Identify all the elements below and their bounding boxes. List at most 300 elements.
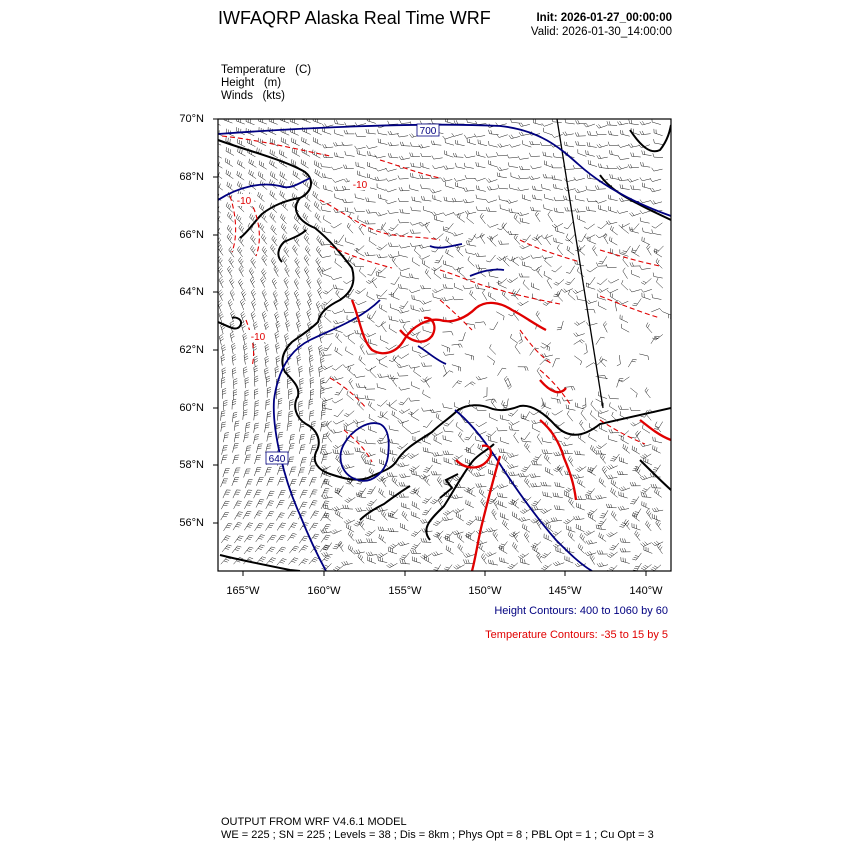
wind-barb (610, 237, 618, 245)
field-unit: (m) (263, 77, 282, 89)
wind-barb (622, 280, 629, 290)
wind-barb (331, 429, 342, 433)
wind-barb (587, 267, 598, 272)
wind-barb (596, 263, 607, 267)
wind-barb (584, 224, 595, 229)
wind-barb (542, 184, 551, 190)
wind-barb (325, 313, 332, 323)
wind-barb (226, 147, 234, 155)
wind-barb (423, 326, 432, 333)
wind-barb (608, 195, 617, 201)
wind-barb (359, 520, 365, 530)
wind-barb (408, 409, 418, 415)
wind-barb (419, 144, 430, 148)
wind-barb (412, 382, 420, 390)
wind-barb (430, 409, 441, 413)
wind-barb (343, 199, 354, 203)
wind-barb (277, 559, 287, 566)
wind-barb (265, 344, 269, 355)
wind-barb (379, 304, 387, 312)
wind-barb (319, 345, 323, 356)
lon-label: 150°W (468, 585, 502, 597)
wind-barb (375, 177, 386, 181)
wind-barb (490, 413, 498, 421)
wind-barb (497, 152, 508, 156)
wind-barb (580, 533, 586, 543)
wind-barb (366, 278, 377, 283)
wind-barb (628, 164, 639, 168)
wind-barb (455, 182, 464, 188)
wind-barb (412, 557, 421, 564)
wind-barb (508, 421, 519, 425)
wind-barb (498, 144, 509, 148)
wind-barb (244, 455, 251, 464)
wind-barb (298, 468, 305, 477)
wind-barb (251, 289, 256, 300)
wind-barb (454, 120, 464, 124)
wind-barb (266, 501, 274, 509)
wind-barb (378, 527, 388, 531)
wind-barb (219, 312, 224, 323)
wind-barb (304, 267, 309, 278)
wind-barb (317, 278, 322, 289)
wind-barb (277, 411, 282, 421)
wind-barb (568, 456, 573, 467)
wind-barb (272, 278, 277, 289)
wind-barb (378, 433, 387, 441)
wind-barb (230, 278, 235, 289)
wind-barb (375, 322, 386, 327)
wind-barb (464, 163, 474, 168)
wind-barb (433, 293, 442, 299)
wind-barb (276, 356, 280, 367)
wind-barb (348, 531, 354, 541)
wind-barb (464, 487, 475, 492)
wind-barb (289, 467, 296, 476)
wind-barb (432, 289, 443, 293)
wind-barb (285, 333, 289, 344)
wind-barb (332, 399, 343, 403)
wind-barb (273, 290, 278, 301)
wind-barb (595, 185, 606, 189)
wind-barb (392, 257, 397, 268)
wind-barb (368, 311, 377, 319)
wind-barb (641, 289, 652, 292)
wind-barb (280, 171, 287, 180)
wind-barb (419, 474, 430, 479)
wind-barb (443, 284, 453, 288)
wind-barb (562, 442, 573, 446)
wind-barb (270, 149, 278, 157)
wind-barb (381, 510, 387, 520)
wind-barb (289, 389, 293, 399)
wind-barb (264, 300, 269, 311)
wind-barb (478, 140, 487, 146)
wind-barb (388, 210, 399, 214)
wind-barb (425, 377, 430, 388)
lon-label: 160°W (307, 585, 341, 597)
wind-barb (588, 160, 597, 167)
wind-barb (573, 290, 584, 294)
wind-barb (497, 167, 508, 171)
wind-barb (585, 551, 596, 556)
wind-barb (607, 121, 617, 125)
wind-barb (280, 214, 286, 224)
wind-barb (531, 166, 542, 169)
wind-barb (399, 251, 408, 257)
wind-barb (368, 401, 375, 411)
wind-barb (464, 433, 473, 440)
wind-barb (322, 494, 333, 498)
wind-barb (420, 285, 431, 289)
wind-barb (280, 191, 287, 201)
wind-barb (398, 176, 409, 180)
wind-barb (641, 162, 651, 167)
wind-barb (552, 134, 563, 137)
wind-barb (442, 517, 453, 521)
wind-barb (222, 368, 226, 379)
wind-barb (640, 210, 651, 213)
wind-barb (531, 499, 541, 506)
wind-barb (502, 520, 508, 530)
wind-barb (512, 257, 519, 266)
wind-barb (624, 519, 630, 530)
wind-barb (243, 333, 247, 344)
wind-barb (230, 290, 235, 301)
wind-barb (288, 457, 295, 466)
wind-barb (304, 234, 310, 244)
wind-barb (599, 533, 606, 542)
wind-barb (377, 244, 388, 250)
wind-barb (457, 533, 464, 543)
wind-barb (244, 400, 248, 410)
wind-barb (580, 420, 585, 431)
wind-barb (398, 372, 409, 376)
wind-barb (553, 493, 563, 498)
wind-barb (229, 257, 234, 268)
wind-barb (421, 301, 432, 305)
wind-barb (432, 165, 443, 168)
wind-barb (457, 267, 464, 277)
wind-barb (262, 289, 267, 300)
wind-barb (508, 410, 518, 417)
wind-barb (218, 266, 223, 277)
wind-barb (359, 224, 364, 235)
wind-barb (367, 499, 377, 506)
wind-barb (390, 304, 399, 311)
wind-barb (294, 290, 299, 301)
wind-barb (521, 437, 531, 442)
wind-barb (244, 535, 253, 542)
wind-barb (254, 511, 262, 519)
wind-barb (486, 207, 496, 211)
wind-barb (299, 559, 309, 566)
wind-barb (323, 144, 334, 148)
wind-barb (503, 256, 509, 266)
wind-barb (321, 556, 331, 563)
wind-barb (289, 546, 298, 553)
wind-barb (617, 166, 628, 170)
wind-barb (432, 212, 443, 216)
wind-barb (617, 471, 628, 475)
wind-barb (288, 533, 297, 540)
wind-barb (252, 300, 257, 311)
wind-barb (543, 492, 552, 498)
wind-barb (483, 387, 487, 397)
wind-barb (424, 555, 432, 563)
wind-barb (234, 501, 242, 509)
wind-barb (245, 480, 252, 488)
wind-barb (297, 321, 302, 332)
wind-barb (501, 437, 510, 444)
wind-barb (443, 352, 454, 356)
wind-barb (578, 479, 586, 488)
wind-barb (397, 364, 408, 368)
wind-barb (652, 229, 662, 235)
wind-barb (520, 509, 531, 514)
wind-barb (544, 271, 552, 279)
wind-barb (618, 406, 629, 410)
wind-barb (233, 468, 240, 477)
wind-barb (326, 421, 332, 432)
wind-barb (321, 450, 332, 454)
wind-barb (244, 501, 252, 509)
wind-barb (486, 200, 497, 203)
wind-barb (464, 154, 475, 157)
wind-barb (355, 288, 366, 294)
wind-barb (533, 546, 541, 555)
wind-barb (285, 290, 290, 301)
wind-barb (541, 482, 551, 486)
wind-barb (530, 141, 541, 145)
wind-barb (514, 432, 519, 443)
wind-barb (255, 455, 262, 464)
wind-barb (629, 144, 640, 148)
wind-barb (423, 465, 432, 472)
wind-barb (378, 139, 387, 145)
wind-barb (599, 424, 607, 432)
wind-barb (470, 290, 477, 300)
wind-barb (431, 471, 441, 475)
wind-barb (523, 280, 529, 290)
wind-barb (259, 161, 267, 170)
wind-barb (355, 301, 366, 305)
wind-barb (276, 513, 284, 521)
wind-barb (586, 207, 596, 212)
wind-barb (611, 479, 618, 488)
wind-barb (488, 560, 498, 566)
wind-barb (270, 171, 277, 180)
wind-barb (271, 225, 277, 235)
wind-barb (518, 301, 529, 306)
wind-barb (487, 186, 498, 190)
wind-barb (555, 505, 565, 510)
wind-barb (408, 454, 419, 459)
wind-barb (234, 536, 243, 543)
wind-barb (353, 420, 364, 424)
wind-barb (411, 207, 421, 211)
wind-barb (244, 547, 253, 554)
wind-barb (365, 220, 376, 224)
wind-barb (300, 490, 308, 498)
wind-barb (399, 482, 409, 486)
wind-barb (365, 440, 375, 444)
wind-barb (617, 355, 621, 366)
wind-barb (266, 376, 270, 387)
wind-barb (287, 421, 292, 431)
wind-barb (544, 161, 553, 168)
wind-barb (321, 352, 332, 356)
wind-barb (620, 249, 629, 256)
wind-barb (232, 546, 241, 553)
wind-barb (444, 532, 454, 539)
wind-barb (322, 376, 331, 383)
wind-barb (596, 124, 607, 128)
wind-barb (321, 410, 326, 420)
wind-barb (299, 401, 303, 411)
wind-barb (653, 437, 662, 443)
wind-barb (262, 246, 267, 257)
wind-barb (398, 284, 408, 289)
wind-barb (312, 179, 319, 188)
wind-barb (425, 222, 430, 233)
wind-barb (227, 225, 233, 235)
wind-barb (410, 173, 419, 179)
contour-label-text: -10 (236, 196, 252, 207)
wind-barb (652, 508, 663, 512)
wind-barb (232, 399, 236, 409)
wind-barb (332, 311, 343, 314)
wind-barb (288, 411, 293, 421)
wind-barb (365, 333, 376, 337)
wind-barb (402, 503, 411, 510)
wind-barb (611, 226, 618, 235)
wind-barb (231, 311, 236, 322)
wind-barb (376, 267, 386, 273)
wind-barb (482, 290, 487, 301)
wind-barb (221, 479, 228, 487)
wind-barb (276, 321, 281, 332)
wind-barb (335, 347, 343, 356)
wind-barb (265, 468, 272, 477)
wind-barb (221, 558, 231, 565)
wind-barb (380, 447, 388, 455)
wind-barb (432, 552, 443, 557)
height-contour-label-640 (266, 452, 288, 465)
wind-barb (531, 207, 541, 211)
wind-barb (458, 213, 465, 222)
wind-barb (574, 321, 585, 326)
wind-barb (476, 265, 486, 269)
wind-barb (463, 199, 474, 203)
wind-barb (222, 388, 226, 398)
field-unit: (C) (295, 64, 312, 76)
wind-barb (564, 196, 574, 201)
wind-barb (573, 474, 584, 478)
wind-barb (597, 155, 608, 159)
wind-barb (508, 162, 518, 167)
wind-barb (216, 181, 223, 190)
wind-barb (596, 450, 606, 454)
wind-barb (388, 509, 398, 516)
wind-barb (503, 399, 508, 409)
wind-barb (388, 142, 399, 146)
wind-barb (521, 414, 529, 421)
wind-barb (508, 499, 518, 505)
wind-barb (345, 122, 356, 126)
wind-barb (386, 189, 397, 192)
wind-barb (424, 476, 430, 486)
wind-barb (486, 528, 497, 532)
wind-barb (423, 390, 431, 398)
wind-barb (519, 273, 529, 277)
wind-barb (598, 164, 608, 169)
wind-barb (453, 153, 463, 157)
wind-barb (454, 283, 462, 291)
wind-barb (297, 355, 301, 366)
wind-barb (281, 224, 287, 234)
wind-barb (507, 453, 518, 458)
wind-barb (400, 209, 410, 214)
wind-barb (267, 478, 274, 486)
wind-barb (398, 219, 409, 223)
wind-barb (400, 523, 408, 531)
wind-barb (567, 411, 573, 422)
wind-barb (620, 315, 628, 323)
wind-barb (386, 168, 397, 171)
wind-barb (317, 236, 323, 246)
wind-barb (289, 444, 295, 453)
wind-barb (322, 404, 332, 409)
wind-barb (233, 412, 238, 422)
wind-barb (642, 183, 651, 189)
wind-barb (238, 160, 246, 169)
wind-barb (225, 158, 233, 167)
wind-barb (346, 238, 355, 245)
wind-barb (521, 432, 530, 439)
wind-barb (262, 255, 267, 266)
field-name: Temperature (221, 64, 286, 76)
wind-barb (514, 214, 520, 224)
wind-barb (251, 311, 256, 322)
wind-barb (602, 466, 607, 477)
wind-barb (597, 279, 607, 285)
wind-barb (249, 170, 256, 179)
wind-barb (346, 347, 354, 356)
wind-barb (435, 255, 443, 263)
wind-barb (575, 208, 586, 212)
wind-barb (524, 532, 529, 543)
wind-barb (366, 209, 377, 213)
wind-barb (343, 309, 354, 313)
wind-barb (332, 365, 342, 371)
wind-barb (437, 533, 443, 544)
wind-barb (346, 524, 354, 533)
wind-barb (563, 132, 574, 136)
wind-barb (219, 334, 223, 345)
wind-barb (452, 232, 463, 236)
wind-barb (388, 131, 399, 135)
wind-barb (333, 420, 344, 424)
wind-barb (391, 292, 399, 300)
wind-barb (584, 123, 595, 127)
wind-barb (651, 565, 661, 571)
wind-barb (490, 322, 498, 330)
wind-barb (244, 433, 249, 443)
lon-label: 140°W (629, 585, 663, 597)
wind-barb (369, 237, 376, 246)
wind-barb (321, 535, 330, 542)
